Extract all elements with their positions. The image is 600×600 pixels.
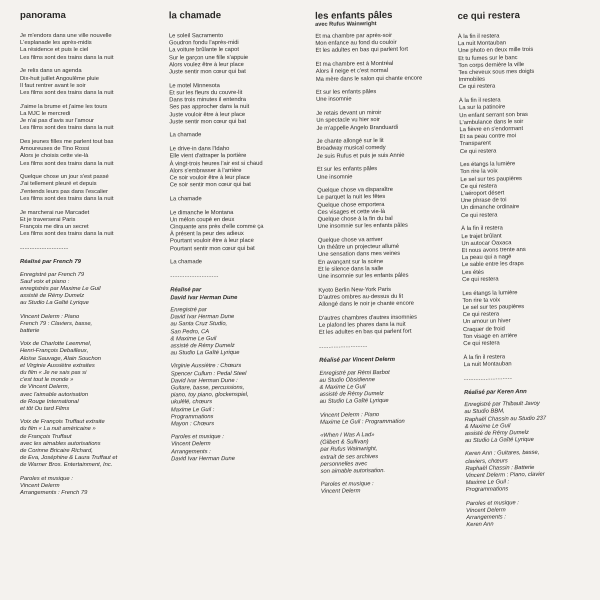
lyric-line: J'aime la brume et j'aime les tours [20, 103, 108, 110]
credit-line: de Warner Bros. Entertainment, Inc. [20, 462, 113, 469]
lyric-line: Et ma chambre est à Montréal [315, 60, 394, 68]
credit-line: au Studio Obsidienne [319, 376, 375, 384]
credit-line: Enregistré par [170, 307, 207, 314]
lyric-line: Ce qui restera [460, 212, 498, 219]
credit-block [320, 431, 456, 476]
stanza [316, 60, 451, 83]
stanza [318, 286, 453, 309]
lyric-line: Le sable entre les draps [461, 261, 524, 269]
credit-line: Arrangements : [466, 514, 506, 522]
lyrics [315, 32, 454, 337]
lyric-line: L'aéroport désert [460, 190, 505, 198]
lyric-line: Les films sont des trains dans la nuit [20, 160, 114, 167]
stanza [20, 68, 160, 97]
credit-line: Maxime Le Guil : [170, 406, 215, 413]
credit-line: son aimable autorisation. [320, 468, 386, 475]
lyric-line: La nuit Montauban [457, 40, 507, 48]
lyric-line: Ce qui restera [459, 148, 497, 155]
lyric-line: Un spectacle vu hier soir [316, 117, 380, 125]
credit-line: avec l'aimable autorisation [20, 391, 89, 398]
credit-line: Keren Ann [466, 521, 494, 529]
lyrics [169, 33, 305, 267]
lyric-line: Quelque chose va disparaître [317, 187, 393, 195]
stanza [169, 33, 304, 77]
lyric-line: Broadway musical comedy [316, 145, 386, 153]
credit-line: de Eva, Joséphine & Laura Truffaut et [20, 455, 118, 462]
credit-line: Keren Ann : Guitares, basse, [465, 450, 540, 458]
stanza [462, 288, 591, 348]
lyric-line: Le sel sur tes paupières [460, 175, 522, 183]
stanza [319, 314, 454, 337]
lyric-line: Mon enfance au fond du couloir [315, 40, 397, 48]
stanza [318, 236, 454, 281]
credit-line: Vincent Delerm [320, 488, 361, 496]
lyric-line: Et sur les enfants pâles [316, 166, 378, 174]
lyric-line: Elle vient d'attraper la portière [169, 153, 247, 160]
credit-line: Paroles et musique : [465, 499, 519, 507]
credit-block [20, 341, 160, 413]
credit-block [465, 449, 594, 494]
credit-line: David Ivar Herman Dune [170, 314, 235, 321]
credit-block [20, 314, 160, 336]
lyrics [458, 32, 592, 369]
lyric-line: Transparent [459, 140, 491, 148]
credit-line: Spencer Cullum : Pedal Steel [170, 370, 247, 377]
lyric-line: La chamade [169, 132, 202, 139]
separator: -------------------- [170, 274, 219, 281]
credit-line: Guitare, basse, percussions, [170, 384, 245, 392]
lyric-line: La résidence et puis le ciel [20, 47, 89, 54]
lyric-line: La nuit Montauban [463, 361, 512, 368]
lyric-line: Allongé dans le noir je chante encore [318, 300, 415, 308]
lyric-line: Les étangs la lumière [460, 161, 516, 169]
credit-line: Vincent Delerm [171, 441, 211, 448]
credit-line: Henri-François Debailleux, [20, 348, 89, 355]
lyric-line: Juste sentir mon cœur qui bat [169, 68, 246, 76]
credits [464, 400, 594, 529]
stanza [461, 224, 590, 284]
lyric-line: Un amour un hiver [462, 318, 511, 326]
lyric-line: Le trajet brûlant [461, 232, 502, 240]
lyric-line: Les étangs la lumière [462, 289, 518, 297]
stanza [459, 96, 588, 156]
column-panorama [20, 10, 160, 503]
credit-line: Arrangements : French 79 [20, 490, 88, 497]
lyric-line: Un autocar Oaxaca [461, 240, 512, 247]
song-title: les enfants pâles [315, 9, 393, 22]
credit-line: Enregistré par French 79 [20, 271, 85, 278]
stanza [460, 160, 589, 220]
lyrics [20, 33, 160, 238]
lyric-line: Kyoto Berlin New-York Paris [318, 286, 392, 294]
lyric-line: La voiture brûlante le capot [168, 47, 239, 54]
lyric-line: Tes cheveux sous mes doigts [458, 68, 535, 77]
song-subtitle: avec Rufus Wainwright [315, 21, 377, 28]
lyric-line: Quelque chose emportera [317, 201, 385, 209]
credit-line: Mayon : Chœurs [170, 421, 215, 428]
lyric-line: Une insomnie [316, 173, 353, 181]
lyric-line: Je retais devant un miroir [316, 110, 382, 117]
lyric-line: Dans trois minutes il entendra [169, 97, 246, 104]
lyric-line: Et je traverserai Paris [20, 216, 76, 223]
credit-line: David Ivar Herman Dune [171, 455, 235, 463]
lyric-line: Et le silence dans la salle [318, 265, 384, 273]
lyric-line: Les films sont des trains dans la nuit [20, 54, 114, 61]
column-les-enfants-pales [315, 9, 456, 502]
credit-line: Virginie Aussiètre : Chœurs [170, 363, 242, 370]
lyric-line: La MJC le mercredi [20, 110, 71, 117]
lyric-line: Le soleil Sacramento [168, 33, 224, 40]
lyric-line: Un théâtre un projecteur allumé [317, 244, 400, 251]
lyric-line: J'entends leurs pas dans l'escalier [20, 188, 108, 195]
lyric-line: Ton rire ta voix [462, 297, 501, 304]
credit-line: Paroles et musique : [171, 434, 224, 441]
lyric-line: Je n'ai pas d'avis sur l'amour [20, 118, 94, 125]
stanza [20, 104, 160, 133]
credit-line: assisté de Rémy Dumelz [20, 293, 85, 300]
credit-block [171, 434, 306, 464]
credit-line: Raphaël Chassin au Studio 237 [464, 415, 547, 423]
credit-line: de Rouge International [20, 398, 79, 405]
song-title: la chamade [168, 10, 222, 22]
credits-title: Réalisé par Keren Ann [464, 389, 527, 397]
stanza [170, 196, 305, 204]
credit-line: c'est tout le monde » [20, 377, 74, 384]
lyric-line: Quelque chose va arriver [317, 237, 383, 244]
stanza [169, 132, 304, 140]
lyric-line: Ton corps dernière la ville [458, 61, 525, 69]
stanza [170, 146, 305, 190]
credit-line: au Studio La Gaîté Lyrique [170, 350, 240, 357]
credit-line: extrait de ses archives [320, 453, 379, 461]
credit-line: David Ivar Herman Dune : [170, 377, 238, 385]
lyric-line: Le dimanche le Montana [169, 209, 234, 216]
credit-line: Vincent Delerm : Piano [20, 313, 80, 320]
lyric-line: Une phrase de toi [460, 197, 507, 205]
lyric-line: Des jeunes filles me parlent tout bas [20, 138, 114, 145]
lyric-line: Alors il neige et c'est normal [315, 68, 389, 76]
lyric-line: À la fin il restera [463, 354, 506, 361]
stanza [20, 139, 160, 168]
lyric-line: Immobiles [458, 76, 486, 84]
lyric-line: Ce qui restera [463, 340, 500, 348]
lyric-line: À vingt-trois heures l'air est si chaud [169, 160, 263, 167]
lyric-line: Je m'appelle Angelo Branduardi [316, 124, 399, 132]
lyric-line: Une insomnie sur les enfants pâles [317, 222, 408, 231]
stanza [316, 88, 451, 104]
column-la-chamade [169, 10, 306, 470]
lyric-line: J'ai tellement pleuré et depuis [20, 181, 97, 188]
credit-block [464, 400, 593, 445]
lyric-line: Un dimanche ordinaire [460, 204, 520, 212]
lyric-line: Les étés [461, 269, 484, 276]
credit-line: Enregistré par Thibault Javoy [464, 401, 540, 409]
credit-block [170, 307, 305, 358]
lyric-line: Quelque chose un jour s'est passé [20, 174, 109, 181]
stanza [169, 82, 304, 126]
lyric-line: Le sel sur tes paupières [462, 303, 525, 312]
credit-block [466, 499, 594, 530]
credit-line: avec les aimables autorisations [20, 440, 101, 447]
credits-title: Réalisé par Vincent Delerm [319, 357, 396, 365]
stanza [317, 186, 453, 231]
lyric-line: Et ma chambre par après-soir [315, 32, 393, 40]
stanza [170, 259, 305, 267]
credit-line: Vincent Delerm : Piano, clavier [465, 471, 545, 480]
lyric-line: Ma mère dans le salon qui chante encore [315, 75, 423, 83]
credit-line: Vincent Delerm [466, 507, 506, 514]
lyric-line: Et les adultes en bas qui parlent fort [318, 328, 412, 337]
credit-line: Maxime Le Guil : Programmation [319, 418, 405, 426]
lyric-line: Ce soir vouloir être à leur place [169, 174, 250, 182]
credits [319, 369, 456, 497]
lyric-line: Il faut rentrer avant le soir [20, 82, 86, 89]
column-ce-qui-restera [457, 9, 594, 536]
credits-title: Réalisé par David Ivar Herman Dune [170, 287, 238, 302]
credit-line: assisté de Rémy Dumelz [464, 430, 529, 438]
credit-line: assisté de Rémy Dumelz [170, 342, 235, 350]
lyric-line: Ce soir sentir mon cœur qui bat [169, 182, 251, 189]
lyric-line: Ce qui restera [462, 276, 499, 283]
lyric-line: Je marcherai rue Marcadet [20, 209, 90, 216]
lyric-line: Juste sentir mon cœur qui bat [169, 118, 247, 126]
stanza [20, 210, 160, 239]
credit-line: Vincent Delerm [20, 482, 60, 489]
lyric-line: Les films sont des trains dans la nuit [20, 195, 114, 202]
separator: -------------------- [319, 344, 368, 352]
song-title: panorama [20, 10, 66, 21]
lyric-line: Dix-huit juillet Angoulême pluie [20, 75, 99, 82]
credit-line: «When I Was A Lad» [320, 432, 375, 439]
lyric-line: Sur le garçon une fille s'appuie [169, 54, 249, 61]
lyric-line: Pourtant vouloir être à leur place [169, 238, 254, 245]
lyric-line: Cinquante ans près d'elle comme ça [169, 223, 264, 231]
credit-line: de Corinne Bricaire Richard, [20, 448, 93, 455]
lyric-line: D'autres chambres d'autres insomnies [318, 314, 418, 322]
lyric-line: L'esplanade les après-midis [20, 40, 92, 47]
credit-line: du film « Je ne sais pas si [20, 370, 87, 377]
credit-line: & Maxime Le Guil [464, 423, 511, 430]
lyric-line: Et nous avons trente ans [461, 246, 526, 255]
credit-line: piano, toy piano, glockenspiel, [170, 392, 249, 399]
credit-line: Aloïse Sauvage, Alain Souchon [20, 355, 101, 362]
credit-line: Programmations [170, 413, 214, 421]
lyric-line: Une insomnie sur les enfants pâles [318, 272, 409, 280]
credit-line: Paroles et musique : [320, 481, 374, 489]
credit-line: de Vincent Delerm, [20, 384, 70, 391]
credit-line: et Virginie Aussiètre extraites [20, 362, 95, 369]
lyric-line: Juste vouloir être à leur place [169, 111, 246, 118]
credit-block [319, 369, 454, 407]
stanza [170, 209, 305, 253]
credit-line: Raphaël Chassin : Batterie [465, 464, 535, 472]
lyric-line: Craquer de froid [462, 325, 505, 333]
lyric-line: Je suis Rufus et puis je suis Annie [316, 152, 405, 160]
stanza [463, 352, 591, 369]
lyric-line: Les films sont des trains dans la nuit [20, 125, 114, 132]
credit-line: au Studio BBM, [464, 408, 505, 416]
credit-line: batterie [20, 328, 40, 334]
credit-line: par Rufus Wainwright, [320, 446, 378, 454]
lyric-line: Et tu fumes sur le banc [458, 54, 518, 62]
credit-line: du film « La nuit américaine » [20, 426, 96, 433]
lyric-line: Et sa peau contre moi [459, 133, 517, 141]
credit-line: claviers, chœurs [465, 458, 508, 465]
credit-line: French 79 : Claviers, basse, [20, 320, 93, 327]
lyric-line: Et les adultes en bas qui parlent fort [315, 47, 409, 55]
lyric-line: Alors je choisis cette vie-là [20, 153, 89, 160]
credits [170, 307, 306, 464]
lyric-line: La chamade [169, 196, 202, 203]
stanza [315, 32, 450, 55]
lyric-line: En avançant sur la scène [318, 258, 384, 266]
credit-line: et tôt Ou tard Films [20, 406, 70, 413]
lyric-line: Ton rire la voix [460, 168, 498, 176]
lyric-line: Les films sont des trains dans la nuit [20, 231, 114, 238]
credit-line: enregistrés par Maxime Le Guil [20, 285, 101, 292]
lyric-line: Le plafond les phares dans la nuit [318, 321, 406, 329]
credit-block [320, 411, 455, 427]
credit-line: ukulélé, chœurs [170, 399, 213, 406]
credit-line: Programmations [465, 486, 509, 494]
stanza [316, 109, 451, 132]
stanza [458, 32, 587, 92]
credit-line: assisté de Rémy Dumelz [319, 391, 384, 399]
lyric-line: À la fin il restera [461, 225, 503, 233]
lyric-line: Goudron fondu l'après-midi [168, 40, 239, 47]
lyric-line: Je m'endors dans une ville nouvelle [20, 33, 112, 39]
lyric-line: La fièvre en s'endormant [459, 125, 524, 134]
lyric-line: Ce qui restera [458, 83, 496, 91]
credit-line: & Maxime Le Guil [170, 335, 217, 343]
lyric-line: Ce qui restera [462, 311, 500, 319]
credit-line: & Maxime Le Guil [319, 384, 366, 391]
credit-block [20, 476, 160, 498]
credit-line: au Studio La Gaîté Lyrique [319, 398, 389, 406]
lyric-line: À présent la peur des adieux [169, 231, 244, 238]
credit-line: personnelles avec [320, 461, 368, 468]
lyric-line: Quelque chose à la fin du bal [317, 215, 393, 223]
separator: -------------------- [463, 376, 513, 384]
lyric-line: La peau qui a nagé [461, 254, 512, 262]
lyric-line: Ton visage en arrière [463, 332, 518, 340]
lyric-line: Et sur les fleurs du couvre-lit [169, 89, 243, 97]
lyric-line: Alors s'embrasser à l'arrière [169, 167, 242, 175]
credits-title: Réalisé par French 79 [20, 259, 81, 266]
lyric-line: Amoureuses de Tino Rossi [20, 146, 90, 153]
lyric-line: Ces visages et cette vie-là [317, 208, 386, 216]
stanza [317, 166, 452, 182]
stanza [20, 174, 160, 203]
lyric-line: Le drive-in dans l'Idaho [169, 146, 230, 153]
credit-block [20, 419, 160, 469]
credit-line: Voix de Charlotte Leemmel, [20, 341, 92, 348]
lyric-line: Alors voulez être à leur place [169, 61, 244, 69]
lyric-line: La chamade [170, 259, 203, 266]
credit-line: San Pedro, CA [170, 328, 210, 335]
lyric-line: Les films sont des trains dans la nuit [20, 89, 114, 96]
lyric-line: Je chante allongé sur le lit [316, 138, 384, 146]
credit-line: Vincent Delerm : Piano [319, 411, 380, 419]
song-title: ce qui restera [457, 10, 521, 23]
stanza [317, 137, 452, 160]
credit-block [171, 363, 306, 429]
lyric-line: À la fin il restera [458, 97, 501, 105]
lyric-line: Le parquet la nuit les fêtes [317, 194, 386, 202]
credit-block [20, 272, 160, 308]
credit-line: Arrangements : [171, 448, 211, 455]
lyric-line: Et sur les enfants pâles [315, 89, 377, 97]
credit-line: Maxime Le Guil : [465, 479, 510, 487]
credit-line: au Studio La Gaîté Lyrique [20, 300, 89, 307]
credit-line: (Gilbert & Sullivan) [320, 439, 369, 447]
credits [20, 272, 160, 498]
lyric-line: Une insomnie [316, 96, 352, 104]
credit-line: Paroles et musique : [20, 475, 73, 482]
lyric-line: Ses pas approcher dans la nuit [169, 104, 250, 111]
lyric-line: Un enfant serrant son bras [459, 111, 528, 119]
credit-line: de François Truffaut [20, 433, 72, 440]
credit-line: Enregistré par Rémi Barbot [319, 369, 390, 377]
lyric-line: L'ambulance dans le soir [459, 118, 524, 126]
separator: -------------------- [20, 246, 69, 253]
lyric-line: La sur la patinoire [459, 104, 506, 112]
credit-line: Voix de François Truffaut extraite [20, 419, 105, 426]
lyric-line: Une photo en deux mille trois [458, 47, 534, 55]
lyric-line: À la fin il restera [457, 33, 500, 41]
credit-line: au Studio La Gaîté Lyrique [464, 437, 534, 445]
lyric-line: Le motel Minnesota [169, 82, 220, 90]
credit-block [321, 480, 456, 496]
lyric-line: Ce qui restera [460, 183, 497, 190]
lyric-line: D'autres ombres au-dessus du lit [318, 293, 404, 301]
lyric-line: François me dira un secret [20, 223, 89, 230]
lyric-line: Une sensation dans mes veines [317, 251, 401, 259]
credit-line: au Santa Cruz Studio, [170, 321, 228, 328]
credit-line: Sauf voix et piano : [20, 278, 70, 285]
lyric-line: Pourtant sentir mon cœur qui bat [170, 245, 255, 252]
lyric-line: Un mélon coupé en deux [169, 216, 235, 224]
lyric-line: Je relis dans un agenda [20, 68, 82, 75]
stanza [20, 33, 160, 62]
